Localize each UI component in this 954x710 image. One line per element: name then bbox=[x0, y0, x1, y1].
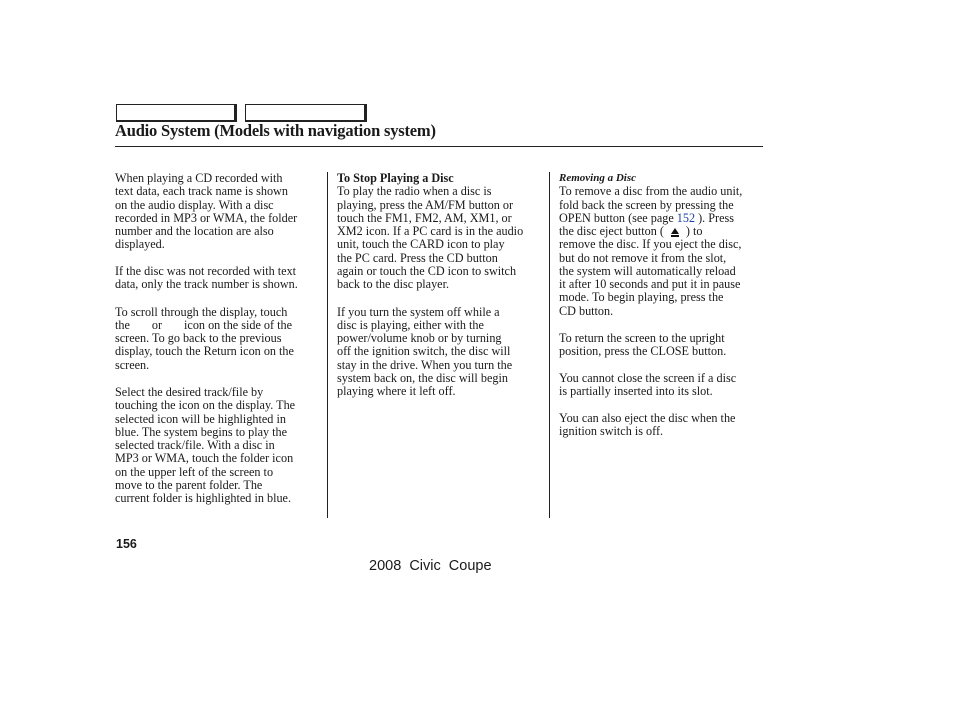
column-2 bbox=[337, 172, 545, 398]
text-fragment: ). Press bbox=[695, 210, 735, 225]
text-line: the PC card. Press the CD button bbox=[337, 250, 498, 265]
col2-paragraph-2 bbox=[337, 306, 545, 399]
text-line: You cannot close the screen if a disc bbox=[559, 370, 737, 385]
text-fragment: icon on the side of the bbox=[184, 317, 293, 332]
column-divider bbox=[549, 172, 550, 518]
text-line: off the ignition switch, the disc will bbox=[337, 344, 511, 359]
page-link-152[interactable]: 152 bbox=[676, 210, 696, 225]
text-line: MP3 or WMA, touch the folder icon bbox=[115, 451, 294, 466]
section-heading-stop-playing: To Stop Playing a Disc bbox=[337, 171, 454, 185]
column-divider bbox=[327, 172, 328, 518]
col3-paragraph-1 bbox=[559, 185, 766, 318]
text-line: To return the screen to the upright bbox=[559, 331, 725, 345]
text-line: When playing a CD recorded with bbox=[115, 171, 283, 185]
col3-paragraph-4 bbox=[559, 412, 766, 439]
text-line: remove the disc. If you eject the disc, bbox=[559, 237, 742, 252]
text-line: number and the location are also bbox=[115, 224, 274, 238]
section-heading-removing-disc: Removing a Disc bbox=[559, 172, 636, 184]
title-divider bbox=[115, 146, 763, 147]
text-fragment: OPEN button (see page bbox=[559, 210, 677, 225]
text-line: touch the FM1, FM2, AM, XM1, or bbox=[337, 210, 512, 225]
text-line: unit, touch the CARD icon to play bbox=[337, 237, 505, 252]
text-line: on the audio display. With a disc bbox=[115, 197, 274, 212]
text-line: To play the radio when a disc is bbox=[337, 184, 492, 199]
text-line bbox=[559, 212, 766, 225]
text-line: again or touch the CD icon to switch bbox=[337, 263, 517, 278]
nav-tab-main-menu[interactable] bbox=[116, 104, 237, 122]
text-line: display, touch the Return icon on the bbox=[115, 344, 294, 359]
column-3 bbox=[559, 172, 766, 438]
text-line: data, only the track number is shown. bbox=[115, 277, 298, 291]
eject-icon bbox=[671, 228, 679, 234]
footer-model-name: 2008 Civic Coupe bbox=[369, 558, 492, 574]
text-line: fold back the screen by pressing the bbox=[559, 197, 734, 212]
text-line: selected track/file. With a disc in bbox=[115, 438, 275, 452]
text-line: screen. bbox=[115, 357, 150, 372]
text-fragment: or bbox=[151, 317, 163, 332]
text-line: If the disc was not recorded with text bbox=[115, 263, 297, 278]
text-line: If you turn the system off while a bbox=[337, 304, 500, 319]
text-line: it after 10 seconds and put it in pause bbox=[559, 277, 741, 291]
page-title: Audio System (Models with navigation system) bbox=[115, 121, 436, 140]
text-line: stay in the drive. When you turn the bbox=[337, 357, 513, 372]
text-line: back to the disc player. bbox=[337, 277, 450, 291]
text-line: disc is playing, either with the bbox=[337, 317, 484, 332]
text-line: position, press the CLOSE button. bbox=[559, 344, 727, 359]
text-line: text data, each track name is shown bbox=[115, 184, 288, 199]
text-line: playing, press the AM/FM button or bbox=[337, 197, 514, 212]
column-1 bbox=[115, 172, 325, 505]
text-line: power/volume knob or by turning bbox=[337, 331, 502, 345]
text-line: To scroll through the display, touch bbox=[115, 304, 288, 319]
text-line: recorded in MP3 or WMA, the folder bbox=[115, 210, 298, 225]
text-line: CD button. bbox=[559, 303, 614, 318]
text-fragment: the bbox=[115, 317, 130, 332]
text-line: but do not remove it from the slot, bbox=[559, 250, 727, 265]
nav-tab-index[interactable] bbox=[245, 104, 367, 122]
text-line: You can also eject the disc when the bbox=[559, 410, 736, 425]
text-line: selected icon will be highlighted in bbox=[115, 411, 286, 426]
text-line: Select the desired track/file by bbox=[115, 385, 264, 399]
text-line bbox=[559, 225, 766, 238]
text-fragment: the disc eject button ( bbox=[559, 224, 664, 238]
text-line: playing where it left off. bbox=[337, 384, 456, 398]
col3-paragraph-3 bbox=[559, 372, 766, 399]
text-line: XM2 icon. If a PC card is in the audio bbox=[337, 224, 524, 238]
text-line: ignition switch is off. bbox=[559, 423, 664, 438]
text-fragment: ) to bbox=[685, 224, 703, 238]
col2-paragraph-1 bbox=[337, 185, 545, 291]
text-line: is partially inserted into its slot. bbox=[559, 384, 713, 398]
text-line: current folder is highlighted in blue. bbox=[115, 491, 291, 505]
text-line: displayed. bbox=[115, 237, 165, 252]
text-line: on the upper left of the screen to bbox=[115, 464, 274, 479]
text-line: touching the icon on the display. The bbox=[115, 398, 296, 413]
text-line: To remove a disc from the audio unit, bbox=[559, 184, 743, 199]
col1-paragraph-2 bbox=[115, 265, 325, 292]
col1-paragraph-4 bbox=[115, 386, 325, 505]
page-number: 156 bbox=[116, 537, 137, 551]
text-line: system back on, the disc will begin bbox=[337, 370, 508, 385]
text-line: blue. The system begins to play the bbox=[115, 424, 288, 439]
col3-paragraph-2 bbox=[559, 332, 766, 359]
text-line: move to the parent folder. The bbox=[115, 477, 263, 492]
text-line: the system will automatically reload bbox=[559, 263, 736, 278]
text-line bbox=[115, 319, 325, 332]
col1-paragraph-3 bbox=[115, 306, 325, 372]
text-line: mode. To begin playing, press the bbox=[559, 290, 724, 305]
text-line: screen. To go back to the previous bbox=[115, 331, 282, 345]
col1-paragraph-1 bbox=[115, 172, 325, 252]
